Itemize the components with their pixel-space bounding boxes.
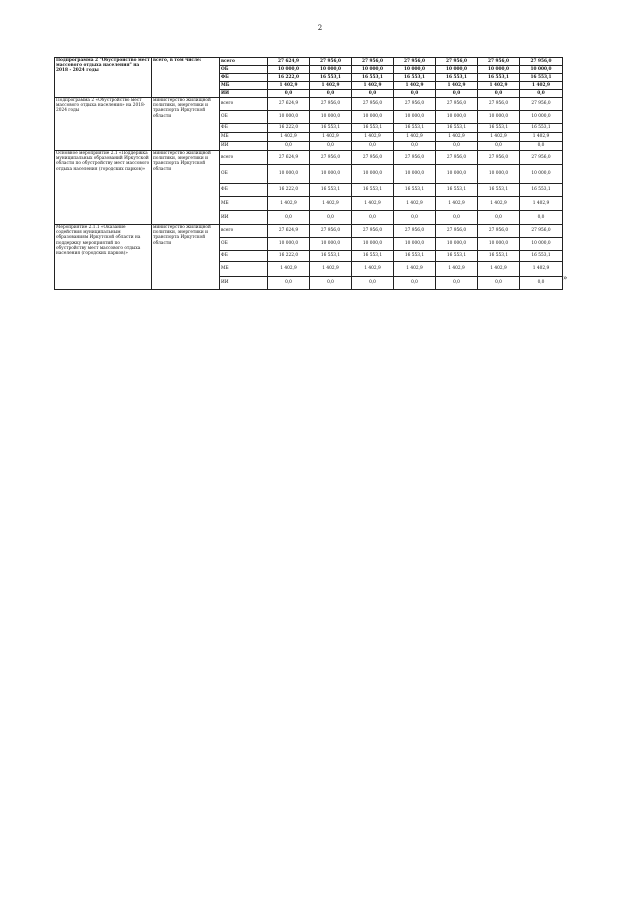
- responsible-cell: министерство жилищной политики, энергетики и транспорта Иркутской области: [152, 98, 220, 151]
- amount-cell: 1 402,9: [268, 197, 310, 211]
- amount-cell: 0,0: [268, 90, 310, 98]
- amount-cell: 27 956,0: [394, 151, 436, 165]
- amount-cell: 1 402,9: [268, 82, 310, 90]
- funding-source-cell: ИИ: [220, 142, 268, 151]
- amount-cell: 0,0: [394, 90, 436, 98]
- funding-source-cell: ОБ: [220, 66, 268, 74]
- amount-cell: 27 956,0: [352, 151, 394, 165]
- amount-cell: 27 956,0: [394, 98, 436, 111]
- amount-cell: 1 402,9: [520, 197, 563, 211]
- amount-cell: 0,0: [520, 211, 563, 225]
- amount-cell: 1 402,9: [310, 262, 352, 277]
- amount-cell: 0,0: [478, 211, 520, 225]
- amount-cell: 27 956,0: [436, 151, 478, 165]
- amount-cell: 10 000,0: [394, 238, 436, 251]
- amount-cell: 0,0: [478, 142, 520, 151]
- amount-cell: 27 956,0: [310, 225, 352, 238]
- table-row: [55, 98, 563, 111]
- amount-cell: 16 553,1: [394, 184, 436, 197]
- amount-cell: 27 956,0: [478, 151, 520, 165]
- amount-cell: 10 000,0: [478, 111, 520, 124]
- amount-cell: 16 553,1: [352, 124, 394, 133]
- program-name-cell: Мероприятие 2.1.1 «Оказание содействия муниципальным образованиям Иркутской области на поддержку мероприятий по обустройству мест массового отдыха населения (городских парков)»: [55, 225, 152, 290]
- amount-cell: 0,0: [520, 90, 563, 98]
- funding-source-cell: всего: [220, 151, 268, 165]
- amount-cell: 27 624,9: [268, 98, 310, 111]
- amount-cell: 10 000,0: [394, 165, 436, 184]
- amount-cell: 16 553,1: [436, 124, 478, 133]
- amount-cell: 27 956,0: [310, 58, 352, 66]
- amount-cell: 0,0: [310, 277, 352, 290]
- amount-cell: 27 956,0: [394, 225, 436, 238]
- program-name-cell: Подпрограмма 2 "Обустройство мест массового отдыха населения" на 2018 - 2024 годы: [55, 58, 152, 98]
- amount-cell: 16 553,1: [394, 124, 436, 133]
- amount-cell: 0,0: [352, 211, 394, 225]
- amount-cell: 10 000,0: [268, 66, 310, 74]
- amount-cell: 1 402,9: [436, 197, 478, 211]
- amount-cell: 27 624,9: [268, 151, 310, 165]
- amount-cell: 16 553,1: [394, 251, 436, 262]
- amount-cell: 10 000,0: [310, 111, 352, 124]
- amount-cell: 1 402,9: [478, 197, 520, 211]
- amount-cell: 1 402,9: [520, 133, 563, 142]
- funding-source-cell: ИИ: [220, 277, 268, 290]
- amount-cell: 16 553,1: [436, 74, 478, 82]
- amount-cell: 27 956,0: [436, 225, 478, 238]
- amount-cell: 1 402,9: [352, 133, 394, 142]
- amount-cell: 1 402,9: [394, 262, 436, 277]
- table-row: [55, 151, 563, 165]
- amount-cell: 1 402,9: [436, 133, 478, 142]
- amount-cell: 16 553,1: [436, 184, 478, 197]
- amount-cell: 0,0: [520, 277, 563, 290]
- amount-cell: 1 402,9: [478, 133, 520, 142]
- amount-cell: 10 000,0: [478, 165, 520, 184]
- funding-source-cell: ФБ: [220, 74, 268, 82]
- amount-cell: 1 402,9: [394, 197, 436, 211]
- amount-cell: 27 956,0: [352, 98, 394, 111]
- amount-cell: 0,0: [394, 277, 436, 290]
- amount-cell: 27 956,0: [478, 98, 520, 111]
- amount-cell: 27 956,0: [520, 98, 563, 111]
- amount-cell: 0,0: [436, 90, 478, 98]
- page-number: 2: [317, 24, 323, 32]
- amount-cell: 1 402,9: [436, 82, 478, 90]
- amount-cell: 27 956,0: [520, 151, 563, 165]
- amount-cell: 0,0: [394, 211, 436, 225]
- amount-cell: 10 000,0: [268, 238, 310, 251]
- amount-cell: 1 402,9: [268, 133, 310, 142]
- amount-cell: 0,0: [478, 90, 520, 98]
- responsible-cell: министерство жилищной политики, энергетики и транспорта Иркутской области: [152, 151, 220, 225]
- amount-cell: 0,0: [268, 211, 310, 225]
- amount-cell: 0,0: [436, 211, 478, 225]
- amount-cell: 27 624,9: [268, 58, 310, 66]
- amount-cell: 1 402,9: [394, 133, 436, 142]
- amount-cell: 10 000,0: [352, 66, 394, 74]
- amount-cell: 27 956,0: [352, 225, 394, 238]
- funding-source-cell: ФБ: [220, 251, 268, 262]
- amount-cell: 10 000,0: [352, 111, 394, 124]
- funding-source-cell: МБ: [220, 133, 268, 142]
- funding-source-cell: ОБ: [220, 165, 268, 184]
- amount-cell: 10 000,0: [268, 165, 310, 184]
- amount-cell: 10 000,0: [436, 111, 478, 124]
- amount-cell: 16 553,1: [478, 251, 520, 262]
- amount-cell: 16 553,1: [478, 184, 520, 197]
- amount-cell: 0,0: [436, 142, 478, 151]
- amount-cell: 27 624,9: [268, 225, 310, 238]
- amount-cell: 16 553,1: [310, 251, 352, 262]
- amount-cell: 16 553,1: [478, 124, 520, 133]
- amount-cell: 10 000,0: [436, 165, 478, 184]
- amount-cell: 1 402,9: [352, 197, 394, 211]
- amount-cell: 0,0: [436, 277, 478, 290]
- funding-source-cell: МБ: [220, 197, 268, 211]
- program-name-cell: Подпрограмма 2 «Обустройство мест массового отдыха населения» на 2018-2024 годы: [55, 98, 152, 151]
- amount-cell: 27 956,0: [310, 98, 352, 111]
- amount-cell: 10 000,0: [394, 66, 436, 74]
- amount-cell: 16 553,1: [478, 74, 520, 82]
- amount-cell: 16 553,1: [352, 74, 394, 82]
- amount-cell: 16 222,0: [268, 184, 310, 197]
- funding-source-cell: ИИ: [220, 211, 268, 225]
- amount-cell: 1 402,9: [436, 262, 478, 277]
- amount-cell: 1 402,9: [310, 82, 352, 90]
- amount-cell: 0,0: [394, 142, 436, 151]
- amount-cell: 27 956,0: [352, 58, 394, 66]
- amount-cell: 27 956,0: [436, 98, 478, 111]
- responsible-cell: министерство жилищной политики, энергетики и транспорта Иркутской области: [152, 225, 220, 290]
- amount-cell: 1 402,9: [520, 82, 563, 90]
- amount-cell: 0,0: [310, 142, 352, 151]
- amount-cell: 16 222,0: [268, 124, 310, 133]
- amount-cell: 1 402,9: [478, 262, 520, 277]
- amount-cell: 16 553,1: [310, 184, 352, 197]
- amount-cell: 10 000,0: [478, 66, 520, 74]
- amount-cell: 10 000,0: [520, 66, 563, 74]
- amount-cell: 16 553,1: [520, 74, 563, 82]
- amount-cell: 16 222,0: [268, 251, 310, 262]
- amount-cell: 10 000,0: [520, 238, 563, 251]
- closing-quote: »: [563, 274, 568, 282]
- amount-cell: 0,0: [310, 211, 352, 225]
- amount-cell: 16 553,1: [520, 124, 563, 133]
- amount-cell: 10 000,0: [352, 238, 394, 251]
- amount-cell: 1 402,9: [310, 197, 352, 211]
- amount-cell: 16 553,1: [352, 184, 394, 197]
- amount-cell: 10 000,0: [436, 66, 478, 74]
- amount-cell: 0,0: [520, 142, 563, 151]
- program-name-cell: Основное мероприятие 2.1 «Поддержка муниципальных образований Иркутской области по обустройству мест массового отдыха населения (городских парков)»: [55, 151, 152, 225]
- funding-source-cell: всего: [220, 58, 268, 66]
- amount-cell: 16 553,1: [520, 184, 563, 197]
- amount-cell: 27 956,0: [310, 151, 352, 165]
- amount-cell: 0,0: [478, 277, 520, 290]
- amount-cell: 27 956,0: [520, 58, 563, 66]
- funding-source-cell: МБ: [220, 82, 268, 90]
- amount-cell: 16 553,1: [520, 251, 563, 262]
- amount-cell: 0,0: [268, 142, 310, 151]
- table-row: [55, 58, 563, 66]
- amount-cell: 10 000,0: [520, 165, 563, 184]
- amount-cell: 10 000,0: [436, 238, 478, 251]
- funding-source-cell: ФБ: [220, 124, 268, 133]
- amount-cell: 10 000,0: [394, 111, 436, 124]
- amount-cell: 1 402,9: [352, 262, 394, 277]
- amount-cell: 1 402,9: [268, 262, 310, 277]
- amount-cell: 16 553,1: [436, 251, 478, 262]
- table-row: [55, 225, 563, 238]
- funding-source-cell: ФБ: [220, 184, 268, 197]
- amount-cell: 27 956,0: [436, 58, 478, 66]
- amount-cell: 16 553,1: [352, 251, 394, 262]
- amount-cell: 27 956,0: [394, 58, 436, 66]
- amount-cell: 0,0: [352, 277, 394, 290]
- funding-source-cell: всего: [220, 225, 268, 238]
- amount-cell: 0,0: [352, 90, 394, 98]
- amount-cell: 1 402,9: [310, 133, 352, 142]
- amount-cell: 10 000,0: [310, 66, 352, 74]
- amount-cell: 16 553,1: [394, 74, 436, 82]
- funding-source-cell: ОБ: [220, 111, 268, 124]
- funding-source-cell: всего: [220, 98, 268, 111]
- funding-source-cell: ОБ: [220, 238, 268, 251]
- amount-cell: 10 000,0: [310, 238, 352, 251]
- budget-table: [54, 57, 563, 290]
- amount-cell: 16 553,1: [310, 124, 352, 133]
- responsible-cell: всего, в том числе:: [152, 58, 220, 98]
- amount-cell: 0,0: [310, 90, 352, 98]
- amount-cell: 10 000,0: [520, 111, 563, 124]
- amount-cell: 10 000,0: [478, 238, 520, 251]
- amount-cell: 10 000,0: [268, 111, 310, 124]
- amount-cell: 1 402,9: [520, 262, 563, 277]
- amount-cell: 10 000,0: [352, 165, 394, 184]
- amount-cell: 0,0: [352, 142, 394, 151]
- amount-cell: 1 402,9: [352, 82, 394, 90]
- amount-cell: 0,0: [268, 277, 310, 290]
- amount-cell: 1 402,9: [394, 82, 436, 90]
- amount-cell: 16 553,1: [310, 74, 352, 82]
- amount-cell: 16 222,0: [268, 74, 310, 82]
- amount-cell: 27 956,0: [520, 225, 563, 238]
- amount-cell: 10 000,0: [310, 165, 352, 184]
- amount-cell: 1 402,9: [478, 82, 520, 90]
- funding-source-cell: ИИ: [220, 90, 268, 98]
- amount-cell: 27 956,0: [478, 58, 520, 66]
- funding-source-cell: МБ: [220, 262, 268, 277]
- amount-cell: 27 956,0: [478, 225, 520, 238]
